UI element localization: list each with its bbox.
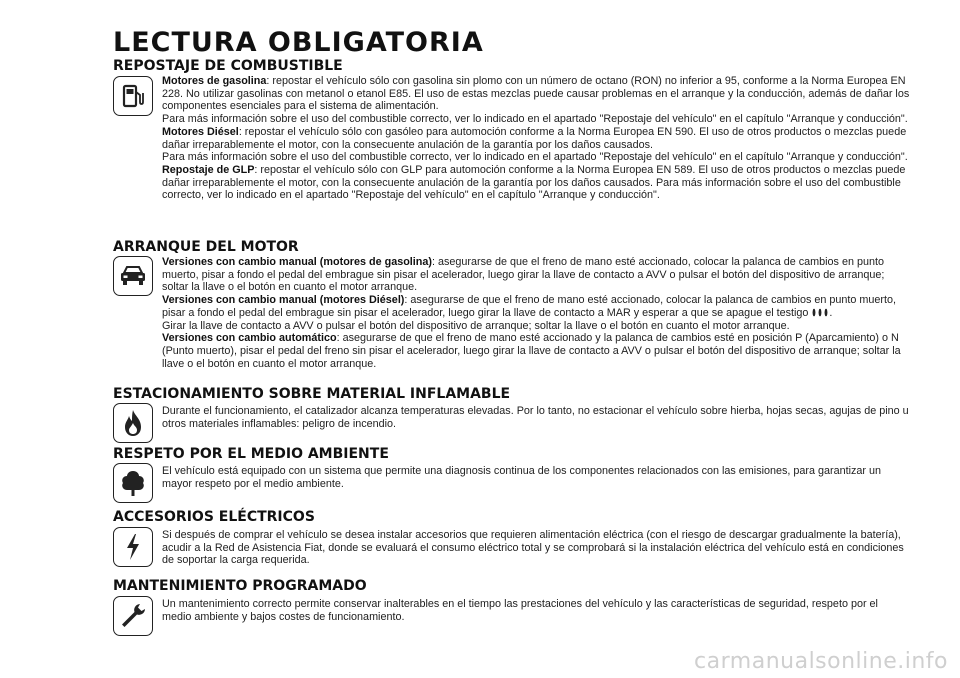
environment-section-text xyxy=(162,465,910,490)
start-automatic-text: : asegurarse de que el freno de mano esté accionado y la palanca de cambios esté en posición P (Aparcamiento) o N (Punto muerto), pisar el pedal del freno sin pisar el acelerador, luego girar la llave de contacto a AVV o pulsar el botón del dispositivo de arranque; soltar la llave o el botón en cuanto el motor arranque. xyxy=(162,332,901,370)
electric-text: Si después de comprar el vehículo se desea instalar accesorios que requieren alimentación eléctrica (con el riesgo de descargar gradualmente la batería), acudir a la Red de Asistencia Fiat, donde se evaluará el consumo eléctrico total y se comprobará si la instalación eléctrica del vehículo está en condiciones de soportar la carga requerida. xyxy=(162,529,904,567)
flame-icon xyxy=(113,403,153,443)
start-manual-diesel-end: . xyxy=(829,306,833,319)
page-title: LECTURA OBLIGATORIA xyxy=(113,27,484,58)
fuel-gasoline-info: Para más información sobre el uso del combustible correcto, ver lo indicado en el apartado "Repostaje del vehículo" en el capítulo "Arranque y conducción". xyxy=(162,113,908,126)
fuel-gasoline-text: : repostar el vehículo sólo con gasolina sin plomo con un número de octano (RON) no inferior a 95, conforme a la Norma Europea EN 228. No utilizar gasolinas con metanol o etanol E85. El uso de estas mezclas puede causar problemas en el arranque y la conducción, además de dañar los componentes esenciales para el sistema de alimentación. xyxy=(162,75,910,113)
wrench-icon xyxy=(113,596,153,636)
start-manual-gasoline-label: Versiones con cambio manual (motores de gasolina) xyxy=(162,256,432,268)
electric-section-text xyxy=(162,529,910,567)
watermark: carmanualsonline.info xyxy=(694,649,948,674)
section-heading-maintenance: MANTENIMIENTO PROGRAMADO xyxy=(113,578,367,594)
section-heading-start: ARRANQUE DEL MOTOR xyxy=(113,239,299,255)
maintenance-section-text xyxy=(162,598,910,623)
glow-plug-icon xyxy=(811,307,829,319)
environment-text: El vehículo está equipado con un sistema que permite una diagnosis continua de los componentes relacionados con las emisiones, para garantizar un mayor respeto por el medio ambiente. xyxy=(162,465,882,490)
tree-icon xyxy=(113,463,153,503)
section-heading-parking: ESTACIONAMIENTO SOBRE MATERIAL INFLAMABLE xyxy=(113,386,511,402)
fuel-pump-icon xyxy=(113,76,153,116)
fuel-diesel-info: Para más información sobre el uso del combustible correcto, ver lo indicado en el apartado "Repostaje del vehículo" en el capítulo "Arranque y conducción". xyxy=(162,151,908,164)
section-heading-electric: ACCESORIOS ELÉCTRICOS xyxy=(113,509,315,525)
parking-text: Durante el funcionamiento, el catalizador alcanza temperaturas elevadas. Por lo tanto, no estacionar el vehículo sobre hierba, hojas secas, agujas de pino u otros materiales inflamables: peligro de incendio. xyxy=(162,405,909,430)
fuel-diesel-text: : repostar el vehículo sólo con gasóleo para automoción conforme a la Norma Europea EN 590. El uso de otros productos o mezclas puede dañar irreparablemente el motor, con la consecuente anulación de la garantía por los daños causados. xyxy=(162,125,907,151)
fuel-lpg-label: Repostaje de GLP xyxy=(162,163,255,176)
fuel-diesel-label: Motores Diésel xyxy=(162,125,239,138)
maintenance-text: Un mantenimiento correcto permite conservar inalterables en el tiempo las prestaciones del vehículo y las características de seguridad, respeto por el medio ambiente y bajos costes de funcionamiento. xyxy=(162,598,878,623)
fuel-gasoline-label: Motores de gasolina xyxy=(162,75,267,87)
start-manual-diesel-text2: Girar la llave de contacto a AVV o pulsar el botón del dispositivo de arranque; soltar la llave o el botón en cuanto el motor arranque. xyxy=(162,319,790,332)
lightning-icon xyxy=(113,527,153,567)
parking-section-text xyxy=(162,405,910,430)
fuel-lpg-text: : repostar el vehículo sólo con GLP para automoción conforme a la Norma Europea EN 589. El uso de otros productos o mezclas puede dañar irreparablemente el motor, con la consecuente anulación de la garantía por los daños causados. Para más información sobre el uso del combustible correcto, ver lo indicado en el apartado "Repostaje del vehículo" en el capítulo "Arranque y conducción". xyxy=(162,163,906,202)
section-heading-fuel: REPOSTAJE DE COMBUSTIBLE xyxy=(113,58,343,74)
section-heading-environment: RESPETO POR EL MEDIO AMBIENTE xyxy=(113,446,389,462)
start-manual-diesel-label: Versiones con cambio manual (motores Diésel) xyxy=(162,294,405,307)
start-manual-diesel-text: : asegurarse de que el freno de mano esté accionado, colocar la palanca de cambios en punto muerto, pisar a fondo el pedal del embrague sin pisar el acelerador, luego girar la llave de contacto a MAR y esperar a que se apague el testigo xyxy=(162,294,896,319)
start-automatic-label: Versiones con cambio automático xyxy=(162,332,337,345)
car-icon xyxy=(113,256,153,296)
start-manual-gasoline-text: : asegurarse de que el freno de mano esté accionado, colocar la palanca de cambios en punto muerto, pisar a fondo el pedal del embrague sin pisar el acelerador, luego girar la llave de contacto a AVV o pulsar el botón del dispositivo de arranque; soltar la llave o el botón en cuanto el motor arranque. xyxy=(162,256,885,294)
fuel-section-text xyxy=(162,75,910,202)
start-section-text xyxy=(162,256,910,370)
